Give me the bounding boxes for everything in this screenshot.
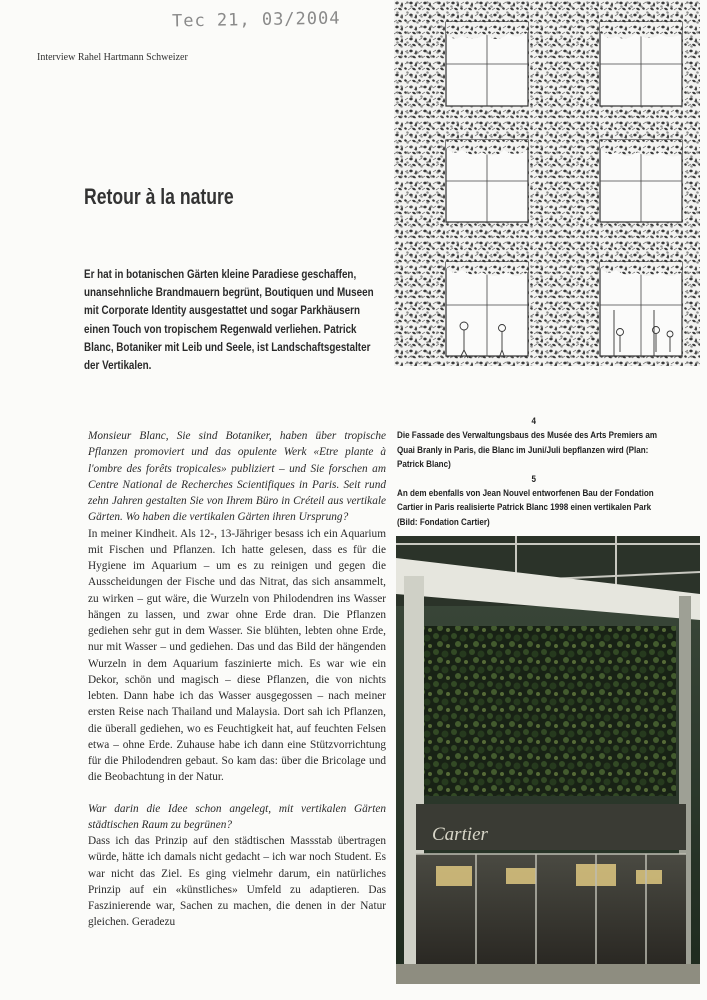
facade-drawing-svg (394, 0, 700, 366)
figure-captions (397, 414, 670, 529)
photo-svg (396, 536, 700, 984)
facade-drawing (394, 0, 700, 366)
interview-body (88, 428, 386, 931)
byline: Interview Rahel Hartmann Schweizer (37, 52, 188, 63)
question-1: Monsieur Blanc, Sie sind Botaniker, haben über tropische Pflanzen promoviert und das opulente Werk «Etre plante à l'ombre des forêts tropicales» publiziert – und Sie forschen am Centre National de Recherches Scientifiques in Paris. Seit rund zehn Jahren gestalten Sie von Ihrem Büro in Créteil aus vertikale Gärten. Wo haben die vertikalen Gärten ihren Ursprung? (88, 430, 386, 524)
lead-paragraph: Er hat in botanischen Gärten kleine Paradiese geschaffen, unansehnliche Brandmauern begrünt, Boutiquen und Museen mit Corporate Identity ausgestattet und sogar Parkhäusern einen Touch von tropischem Regenwald verliehen. Patrick Blanc, Botaniker mit Leib und Seele, ist Landschaftsgestalter der Vertikalen. (84, 268, 374, 373)
answer-2: Dass ich das Prinzip auf den städtischen Massstab übertragen würde, hätte ich damals nicht gedacht – ich war noch Student. Es war nicht das Ziel. Es ging vielmehr darum, ein natürliches Prinzip auf ein «künstliches» Umfeld zu adaptieren. Das Faszinierende war, Sachen zu machen, die denen in der Natur gleichen. Geradezu (88, 835, 386, 929)
photo-sign-text: Cartier (432, 824, 488, 845)
paragraph-gap (88, 786, 386, 801)
question-2: War darin die Idee schon angelegt, mit vertikalen Gärten städtischen Raum zu begrünen? (88, 802, 386, 831)
caption-number-4: 4 (531, 415, 536, 426)
handwritten-note: Tec 21, 03/2004 (171, 8, 341, 32)
caption-number-5: 5 (531, 472, 536, 484)
fondation-cartier-photo (396, 536, 700, 984)
answer-1: In meiner Kindheit. Als 12-, 13-Jähriger besass ich ein Aquarium mit Fischen und Pflanzen. Ich hatte gelesen, dass es für die Hygiene im Aquarium – um es zu reinigen und gegen die Ausscheidungen der Fische und das Nitrat, das sich ansammelt, zu wirken – gut wäre, die Wurzeln von Philodendren ins Wasser hängen zu lassen, und zwar ohne Erde dran. Die Pflanzen gediehen sehr gut in dem Wasser. Sie blühten, lebten ohne Erde, nur mit Wasser – und gediehen. Das und das Bild der hängenden Wurzeln in dem Aquarium faszinierte mich. Es war wie ein Dekor, schön und magisch – diese Pflanzen, die von nichts lebten. Dann habe ich das Wasser ausgegossen – nach meiner ersten Reise nach Thailand und Malaysia. Dort sah ich Pflanzen, die überall gediehen, wo es Feuchtigkeit hat, auf feuchten Felsen etwa – ohne Erde. Zuhause habe ich dann eine Stützvorrichtung für die Philodendren gebaut. So kam das: über die Bricolage und die Beobachtung in der Natur. (88, 527, 386, 784)
caption-5: An dem ebenfalls von Jean Nouvel entworfenen Bau der Fondation Cartier in Paris realisierte Patrick Blanc 1998 einen vertikalen Park (Bild: Fondation Cartier) (397, 487, 654, 527)
article-title: Retour à la nature (84, 184, 234, 209)
caption-4: Die Fassade des Verwaltungsbaus des Musée des Arts Premiers am Quai Branly in Paris, die Blanc im Juni/Juli bepflanzen wird (Plan: Patrick Blanc) (397, 429, 658, 470)
